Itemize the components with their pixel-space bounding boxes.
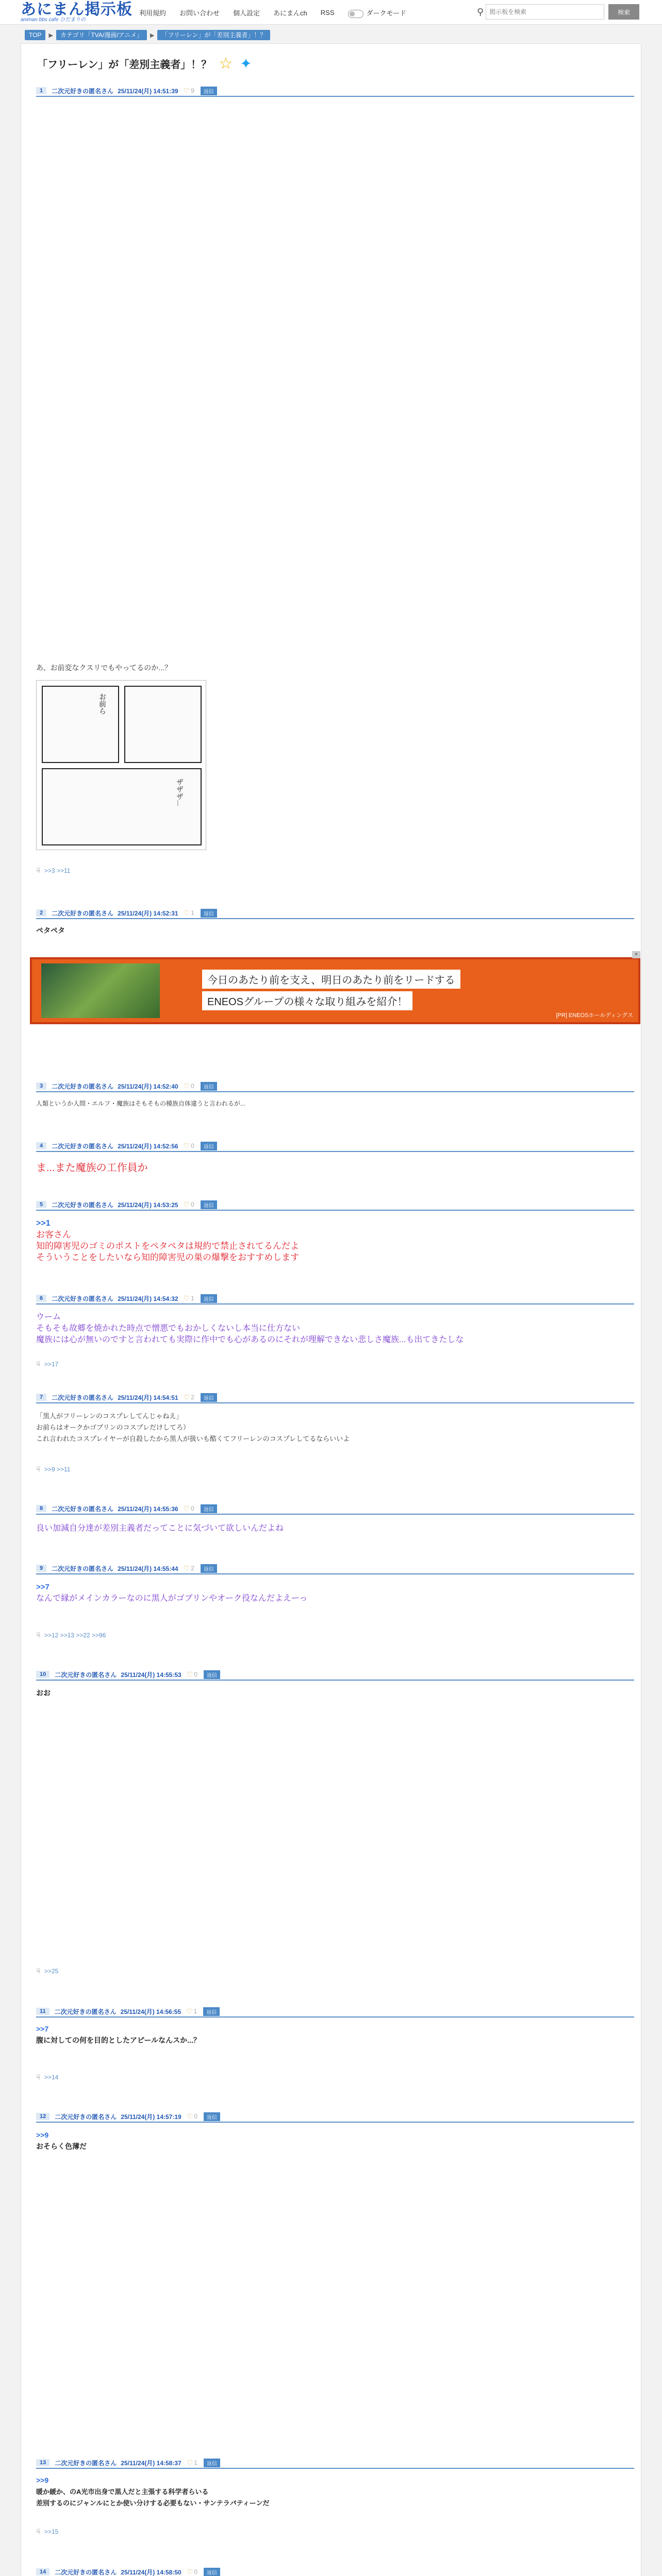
post-author: 二次元好きの匿名さん [55,1671,117,1679]
post-date: 25/11/24(月) 14:54:51 [118,1394,178,1401]
search-area [477,4,639,20]
reply-links[interactable]: >>17 [44,1361,59,1368]
manga-panel [42,686,119,763]
page-title: 「フリーレン」が「差別主義者」！？ [37,59,212,71]
post-number[interactable]: 6 [36,1295,46,1302]
reply-button[interactable]: 返信 [203,2007,220,2016]
post-like-count: 9 [191,87,194,94]
manga-speech-text: ザザザ... [176,778,184,806]
breadcrumb-separator-icon: ▶ [48,32,53,39]
reply-button[interactable]: 返信 [201,87,217,95]
search-button[interactable]: 検索 [608,4,639,20]
post-number[interactable]: 5 [36,1201,46,1208]
heart-icon[interactable]: ♡ [183,1564,190,1572]
heart-icon[interactable]: ♡ [183,1141,190,1150]
post-image[interactable] [36,680,206,850]
heart-icon[interactable]: ♡ [183,1504,190,1513]
heart-icon[interactable]: ♡ [186,2567,193,2576]
post-date: 25/11/24(月) 14:52:56 [118,1142,178,1150]
reply-links[interactable]: >>14 [44,2074,59,2081]
post-date: 25/11/24(月) 14:53:25 [118,1201,178,1209]
post-like-count: 1 [193,2008,197,2015]
thread-title-row [37,55,252,73]
reply-hand-icon: ☟ [36,1465,40,1473]
heart-icon[interactable]: ♡ [186,1670,193,1679]
ad-photo [41,963,160,1018]
post-like-count: 1 [194,2459,197,2466]
search-input[interactable] [486,4,604,20]
post-footer [36,1360,58,1368]
post-like-count: 2 [191,1565,194,1572]
heart-icon[interactable]: ♡ [183,1294,190,1302]
post-text: 腹に対しての何を目的としたアピールなんスか...？ [36,2036,201,2044]
post-footer [36,1967,58,1975]
post-like-count: 0 [191,1201,194,1208]
ad-headline: 今日のあたり前を支え、明日のあたり前をリードする [202,970,460,989]
favorite-star-icon[interactable]: ☆ [219,55,233,72]
reply-button[interactable]: 返信 [204,2459,220,2467]
post-header [36,1141,634,1152]
post-date: 25/11/24(月) 14:51:39 [118,87,178,95]
post-text: そういうことをしたいなら知的障害児の巣の爆撃をおすすめします [36,1252,300,1262]
ad-subheadline: ENEOSグループの様々な取り組みを紹介！ [202,991,412,1010]
post-header [36,2111,634,2123]
nav-animanch[interactable]: あにまんch [273,9,307,18]
post-footer [36,1631,106,1639]
post-text: 人類というか人間・エルフ・魔族はそもそもの種族自体違うと言われるが... [36,1100,246,1107]
post-header [36,1669,634,1681]
post-author: 二次元好きの匿名さん [52,1565,114,1572]
post-date: 25/11/24(月) 14:55:36 [118,1505,178,1513]
toggle-switch-icon [348,10,363,18]
post-date: 25/11/24(月) 14:55:44 [118,1565,178,1572]
post-number[interactable]: 12 [36,2113,49,2120]
heart-icon[interactable]: ♡ [186,2007,193,2015]
heart-icon[interactable]: ♡ [183,86,190,95]
post-number[interactable]: 14 [36,2568,49,2575]
post-number[interactable]: 13 [36,2459,49,2466]
post-date: 25/11/24(月) 14:54:32 [118,1295,178,1302]
post-author: 二次元好きの匿名さん [52,909,114,917]
post-date: 25/11/24(月) 14:58:37 [121,2459,181,2467]
post-text: ウーム [36,1313,61,1321]
post-date: 25/11/24(月) 14:58:50 [121,2568,181,2576]
post-text: お客さん [36,1230,71,1240]
post-author: 二次元好きの匿名さん [55,2568,117,2576]
post-like-count: 0 [191,1142,194,1149]
post-number[interactable]: 9 [36,1565,46,1572]
top-bar [0,0,662,25]
dark-mode-toggle[interactable] [348,8,406,18]
post-text: お前らはオークかゴブリンのコスプレだけしてろ） [36,1423,190,1431]
post-footer [36,2528,58,2536]
post-number[interactable]: 11 [36,2008,49,2015]
reply-button[interactable]: 返信 [201,1294,217,1303]
reply-links[interactable]: >>15 [44,2528,59,2535]
heart-icon[interactable]: ♡ [183,1393,190,1401]
heart-icon[interactable]: ♡ [183,908,190,917]
reply-links[interactable]: >>9 >>11 [44,1466,71,1473]
post-header [36,2006,634,2018]
advertisement-banner[interactable] [30,952,640,1024]
anchor-link[interactable]: >>7 [36,1583,49,1591]
post-like-count: 0 [191,1505,194,1512]
reply-button[interactable]: 返信 [201,1200,217,1209]
twitter-share-icon[interactable]: ✦ [240,56,252,72]
post-date: 25/11/24(月) 14:52:40 [118,1082,178,1090]
ad-close-icon[interactable]: × [632,951,640,958]
post-header [36,1199,634,1211]
post-number[interactable]: 1 [36,87,46,94]
post-header [36,1081,634,1092]
post-text: ペタペタ [36,926,65,935]
post-header [36,1563,634,1574]
logo-subtext: animan bbs cafe ひだまりの [21,17,86,23]
reply-hand-icon: ☟ [36,2528,40,2535]
post-number[interactable]: 3 [36,1082,46,1090]
post-author: 二次元好きの匿名さん [55,2459,117,2467]
post-text: そもそも故郷を焼かれた時点で憎悪でもおかしくないし本当に仕方ない [36,1324,301,1333]
reply-button[interactable]: 返信 [204,1670,220,1679]
post-header [36,1293,634,1304]
post-author: 二次元好きの匿名さん [52,87,114,95]
post-footer [36,2073,58,2081]
post-date: 25/11/24(月) 14:56:55 [120,2008,181,2015]
manga-speech-text: お前ら [98,693,107,715]
post-author: 二次元好きの匿名さん [52,1394,114,1401]
reply-hand-icon: ☟ [36,1631,40,1639]
heart-icon[interactable]: ♡ [183,1081,190,1090]
post-text: ま...また魔族の工作員か [36,1162,148,1174]
reply-hand-icon: ☟ [36,2073,40,2081]
post-like-count: 1 [191,1295,194,1302]
breadcrumb-separator-icon: ▶ [150,32,155,39]
post-like-count: 0 [191,1082,194,1090]
post-footer [36,1465,70,1473]
post-text: おそらく色薄だ [36,2142,87,2150]
post-like-count: 2 [191,1394,194,1401]
reply-links[interactable]: >>3 >>11 [44,867,71,874]
reply-hand-icon: ☟ [36,867,40,874]
post-text: 差別するのにジャンルにとか使い分けする必要もない・サンテラパティーンだ [36,2499,270,2507]
reply-hand-icon: ☟ [36,1967,40,1975]
post-header [36,908,634,919]
breadcrumb-top[interactable]: TOP [25,30,45,40]
anchor-link[interactable]: >>9 [36,2476,49,2484]
site-logo[interactable] [21,2,133,23]
reply-button[interactable]: 返信 [201,1082,217,1091]
heart-icon[interactable]: ♡ [186,2458,193,2467]
post-number[interactable]: 2 [36,909,46,917]
post-date: 25/11/24(月) 14:52:31 [118,909,178,917]
post-author: 二次元好きの匿名さん [54,2008,117,2015]
heart-icon[interactable]: ♡ [183,1200,190,1209]
reply-button[interactable]: 返信 [201,1142,217,1150]
post-header [36,1503,634,1515]
anchor-link[interactable]: >>1 [36,1219,51,1228]
reply-button[interactable]: 返信 [204,2112,220,2121]
dark-mode-label: ダークモード [366,9,406,17]
breadcrumb-thread[interactable]: 「フリーレン」が「差別主義者」！？ [157,30,270,40]
breadcrumb-category[interactable]: カテゴリ「TVA/漫画/アニメ」 [56,30,147,40]
ad-sponsor: [PR] ENEOSホールディングス [556,1012,633,1019]
post-number[interactable]: 8 [36,1505,46,1512]
post-text: 知的障害児のゴミのポストをペタペタは規約で禁止されてるんだよ [36,1241,299,1251]
post-author: 二次元好きの匿名さん [52,1201,114,1209]
post-author: 二次元好きの匿名さん [52,1082,114,1090]
nav-rss[interactable]: RSS [320,9,335,17]
post-header [36,2567,634,2576]
post-like-count: 0 [194,2568,197,2575]
anchor-link[interactable]: >>7 [36,2025,49,2033]
post-text: なんで縁がメインカラーなのに黒人がゴブリンやオーク役なんだよえーっ [36,1594,308,1603]
post-header [36,86,634,97]
post-text: 良い加減自分達が差別主義者だってことに気づいて欲しいんだよね [36,1524,284,1533]
heart-icon[interactable]: ♡ [186,2112,193,2121]
reply-button[interactable]: 返信 [201,1393,217,1402]
post-text: 暖か緩か、のA光市出身で黒人だと主張する科学者らいる [36,2488,209,2496]
anchor-link[interactable]: >>9 [36,2131,49,2139]
global-nav [139,8,406,18]
post-footer [36,867,70,875]
nav-contact[interactable]: お問い合わせ [179,9,220,18]
reply-hand-icon: ☟ [36,1360,40,1368]
post-like-count: 0 [194,1671,197,1678]
reply-button[interactable]: 返信 [201,1504,217,1513]
post-number[interactable]: 7 [36,1394,46,1401]
post-author: 二次元好きの匿名さん [52,1505,114,1513]
nav-settings[interactable]: 個人設定 [233,9,260,18]
reply-links[interactable]: >>25 [44,1968,59,1975]
reply-button[interactable]: 返信 [204,2568,220,2576]
post-number[interactable]: 10 [36,1671,49,1678]
reply-button[interactable]: 返信 [201,1564,217,1573]
reply-button[interactable]: 返信 [201,909,217,918]
post-author: 二次元好きの匿名さん [52,1142,114,1150]
reply-links[interactable]: >>12 >>13 >>22 >>96 [44,1632,106,1639]
post-author: 二次元好きの匿名さん [52,1295,114,1302]
manga-panel [124,686,202,763]
post-text: 「黒人がフリーレンのコスプレしてんじゃねえ」 [36,1412,183,1420]
post-number[interactable]: 4 [36,1142,46,1149]
logo-text: あにまん掲示板 [21,1,133,18]
post-text: これ言われたコスプレイヤーが自殺したから黒人が扱いも酷くてフリーレンのコスプレしてるならいいよ [36,1435,350,1443]
post-like-count: 1 [191,909,194,917]
nav-terms[interactable]: 利用規約 [139,9,167,18]
post-date: 25/11/24(月) 14:57:19 [121,2113,181,2121]
breadcrumb [25,30,270,40]
post-text: おお [36,1689,51,1697]
post-header [36,2458,634,2469]
thread-container [21,43,641,2576]
post-like-count: 0 [194,2113,197,2120]
post-text: 魔族には心が無いのですと言われても実際に作中でも心があるのにそれが理解できない悲しさ魔族...も出てきたしな [36,1335,464,1344]
post-date: 25/11/24(月) 14:55:53 [121,1671,181,1679]
post-text: あ、お前変なクスリでもやってるのか...？ [36,664,172,672]
post-header [36,1392,634,1403]
post-author: 二次元好きの匿名さん [55,2113,117,2121]
search-icon: ⚲ [477,6,484,17]
